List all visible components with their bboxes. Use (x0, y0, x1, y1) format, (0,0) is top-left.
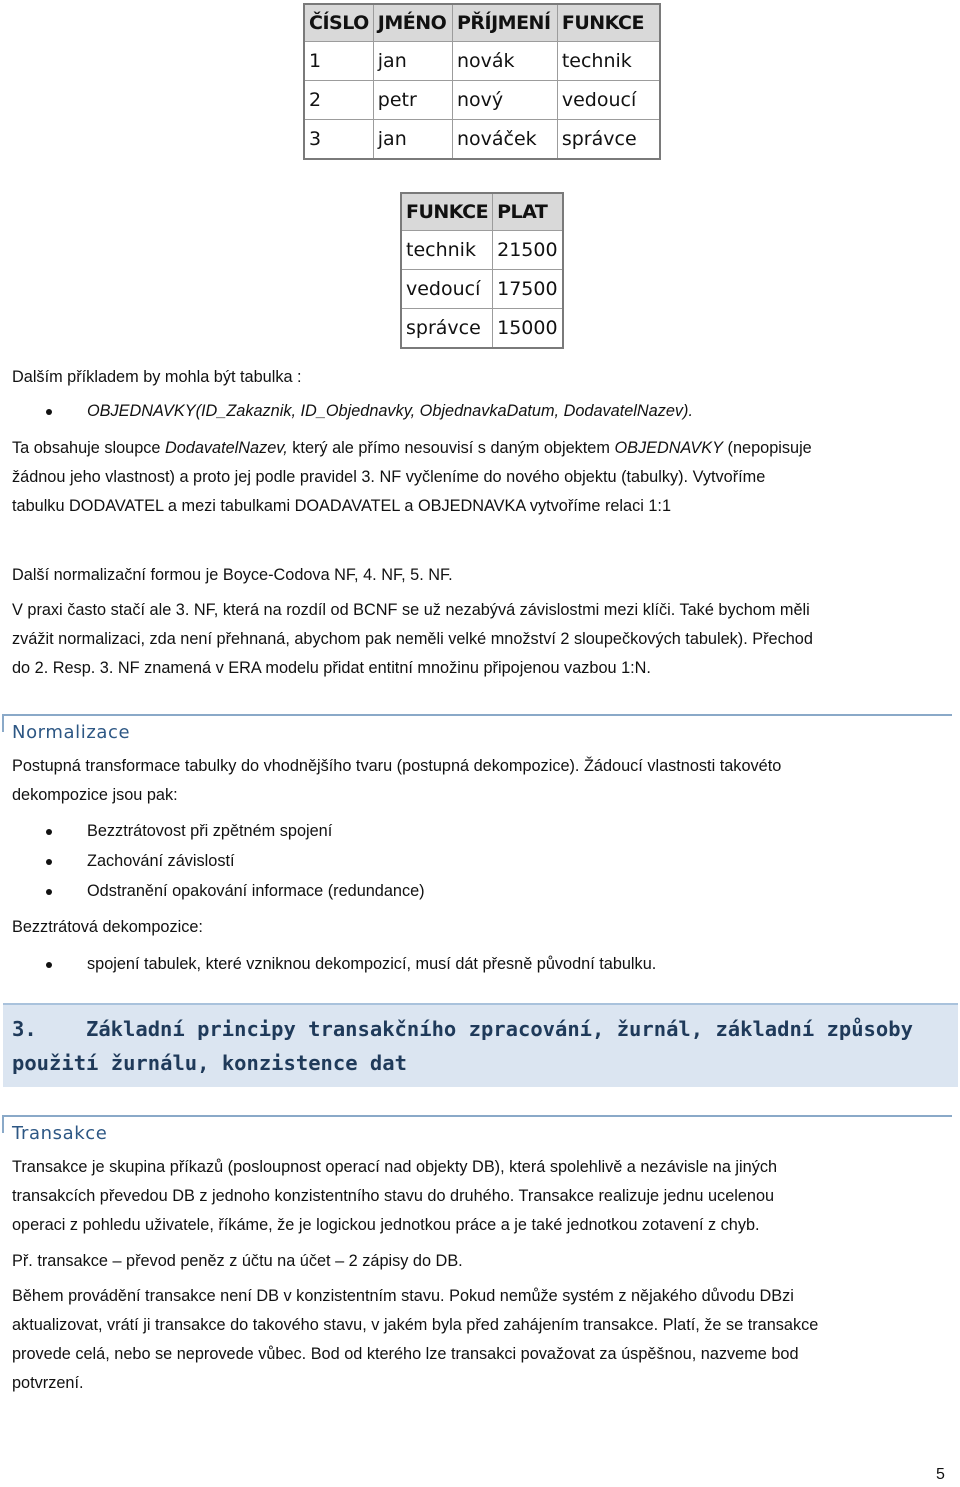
col-header-plat: PLAT (493, 193, 563, 231)
col-header-prijmeni: PŘÍJMENÍ (452, 4, 557, 42)
text-run: (nepopisuje (723, 439, 812, 457)
text-line: Během provádění transakce není DB v konzistentním stavu. Pokud nemůže systém z nějakého důvodu DBzi (12, 1287, 794, 1305)
list-item (52, 817, 932, 846)
heading-normalizace (3, 714, 952, 744)
paragraph-priklad: Př. transakce – převod peněz z účtu na účet – 2 zápisy do DB. (12, 1252, 463, 1270)
table-cell: jan (373, 42, 452, 81)
table-cell: 3 (304, 120, 373, 160)
list-item-text: Odstranění opakování informace (redundance) (87, 882, 425, 900)
table-cell: technik (401, 231, 493, 270)
table-row (304, 42, 660, 81)
text-line: provede celá, nebo se neprovede vůbec. Bod od kterého lze transakci považovat za úspěšnou, nazveme bod (12, 1345, 799, 1363)
heading-text: Normalizace (12, 722, 131, 743)
text-line: V praxi často stačí ale 3. NF, která na rozdíl od BCNF se už nezabývá závislostmi mezi klíči. Také bychom měli (12, 601, 810, 619)
bullet-icon (46, 889, 52, 895)
table-cell: nováček (452, 120, 557, 160)
heading-text: Transakce (12, 1123, 108, 1144)
table-row (304, 81, 660, 120)
table-cell: správce (557, 120, 660, 160)
list-item-text: OBJEDNAVKY(ID_Zakaznik, ID_Objednavky, ObjednavkaDatum, DodavatelNazev). (87, 402, 693, 420)
table-cell: správce (401, 309, 493, 349)
table-cell: novák (452, 42, 557, 81)
list-item (52, 847, 932, 876)
col-header-funkce: FUNKCE (401, 193, 493, 231)
col-header-funkce: FUNKCE (557, 4, 660, 42)
text-line: operaci z pohledu uživatele, říkáme, že je logickou jednotkou práce a je také jednotkou zotavení z chyb. (12, 1216, 760, 1234)
paragraph-normalizace (12, 752, 942, 810)
list-item-text: Zachování závislostí (87, 852, 235, 870)
table-row (304, 120, 660, 160)
heading-transakce (3, 1115, 952, 1145)
list-item (52, 950, 932, 979)
table-row (401, 309, 563, 349)
table-cell: 15000 (493, 309, 563, 349)
text-run-italic: OBJEDNAVKY (614, 439, 724, 457)
table-cell: 1 (304, 42, 373, 81)
text-line: žádnou jeho vlastnost) a proto jej podle pravidel 3. NF vyčleníme do nového objektu (tabulky). Vytvoříme (12, 468, 766, 486)
bullet-icon (46, 829, 52, 835)
table-cell: jan (373, 120, 452, 160)
table-cell: nový (452, 81, 557, 120)
table-header-row (401, 193, 563, 231)
text-run: který ale přímo nesouvisí s daným objektem (287, 439, 615, 457)
bullet-icon (46, 859, 52, 865)
table-cell: 17500 (493, 270, 563, 309)
table-header-row (304, 4, 660, 42)
text-line: do 2. Resp. 3. NF znamená v ERA modelu přidat entitní množinu připojenou vazbou 1:N. (12, 659, 651, 677)
list-item (52, 877, 932, 906)
paragraph-bezztratova: Bezztrátová dekompozice: (12, 918, 203, 936)
table-row (401, 270, 563, 309)
text-line: transakcích převedou DB z jednoho konzistentního stavu do druhého. Transakce realizuje jednu ucelenou (12, 1187, 775, 1205)
bullet-icon (46, 409, 52, 415)
table-cell: technik (557, 42, 660, 81)
list-item-text: Bezztrátovost při zpětném spojení (87, 822, 333, 840)
paragraph-transakce (12, 1153, 942, 1240)
list-item-text: spojení tabulek, které vzniknou dekompozicí, musí dát přesně původní tabulku. (87, 955, 657, 973)
chapter-title-line1: Základní principy transakčního zpracování, žurnál, základní způsoby (86, 1017, 913, 1041)
text-run: Ta obsahuje sloupce (12, 439, 165, 457)
chapter-number: 3. (12, 1017, 37, 1041)
heading-accent (2, 714, 4, 732)
paragraph-konzistence (12, 1282, 942, 1398)
col-header-jmeno: JMÉNO (373, 4, 452, 42)
chapter-title-line2: použití žurnálu, konzistence dat (12, 1051, 407, 1075)
text-line: Transakce je skupina příkazů (posloupnost operací nad objekty DB), která spolehlivě a nezávisle na jiných (12, 1158, 778, 1176)
text-run-italic: DodavatelNazev, (164, 439, 288, 457)
paragraph-praxe (12, 596, 942, 683)
text-line: aktualizovat, vrátí ji transakce do takového stavu, v jakém byla před zahájením transakce. Platí, že se transakce (12, 1316, 819, 1334)
page-number: 5 (936, 1466, 945, 1483)
employees-table (303, 3, 661, 160)
table-row (401, 231, 563, 270)
chapter-heading (3, 1003, 958, 1087)
intro-paragraph: Dalším příkladem by mohla být tabulka : (12, 368, 302, 386)
text-line: potvrzení. (12, 1374, 84, 1392)
text-line: zvážit normalizaci, zda není přehnaná, abychom pak neměli velké množství 2 sloupečkových tabulek). Přechod (12, 630, 813, 648)
table-cell: 2 (304, 81, 373, 120)
table-cell: vedoucí (401, 270, 493, 309)
text-line: tabulku DODAVATEL a mezi tabulkami DOADAVATEL a OBJEDNAVKA vytvoříme relaci 1:1 (12, 497, 672, 515)
table-cell: 21500 (493, 231, 563, 270)
list-item (52, 397, 932, 426)
text-line: dekompozice jsou pak: (12, 786, 178, 804)
heading-accent (2, 1115, 4, 1133)
paragraph-boyce-codd: Další normalizační formou je Boyce-Codova NF, 4. NF, 5. NF. (12, 566, 453, 584)
table-cell: vedoucí (557, 81, 660, 120)
bullet-icon (46, 962, 52, 968)
text-line: Postupná transformace tabulky do vhodnějšího tvaru (postupná dekompozice). Žádoucí vlastnosti takovéto (12, 757, 782, 775)
table-cell: petr (373, 81, 452, 120)
paragraph-dodavatel (12, 434, 942, 521)
salary-table (400, 192, 564, 349)
col-header-cislo: ČÍSLO (304, 4, 373, 42)
